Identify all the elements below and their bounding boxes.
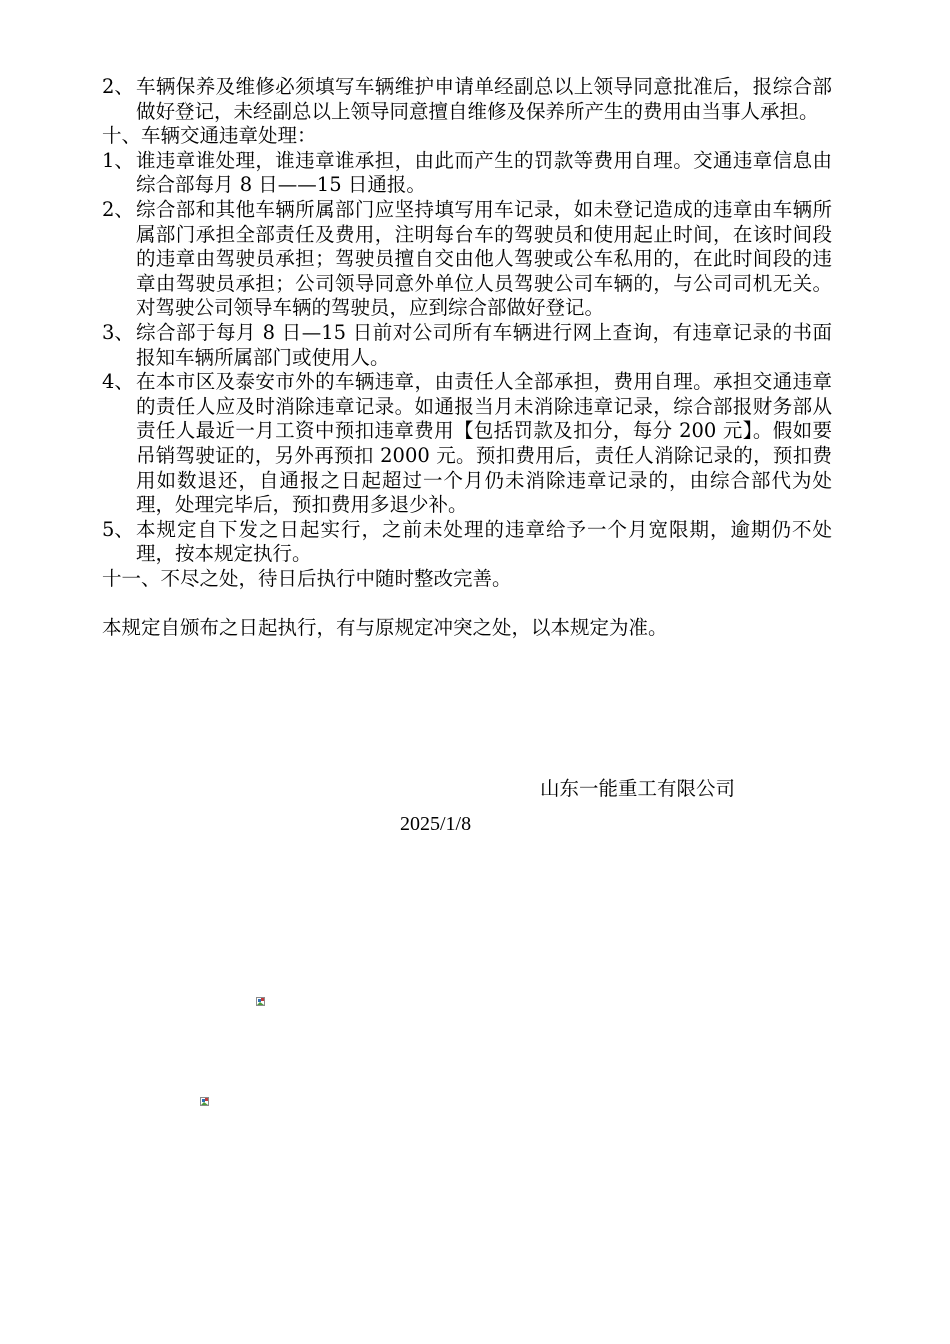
- item-number: 3、: [102, 320, 134, 344]
- item-text: 综合部于每月 8 日—15 日前对公司所有车辆进行网上查询，有违章记录的书面报知车辆所属部门或使用人。: [136, 320, 832, 369]
- list-item: [102, 149, 832, 198]
- closing-statement: 本规定自颁布之日起执行，有与原规定冲突之处，以本规定为准。: [102, 616, 668, 640]
- broken-image-icon: [200, 1097, 209, 1106]
- item-number: 2、: [102, 75, 134, 98]
- item-number: 1、: [102, 148, 134, 172]
- list-item: [102, 75, 832, 124]
- signature-date: 2025/1/8: [400, 813, 472, 835]
- item-text: 综合部和其他车辆所属部门应坚持填写用车记录，如未登记造成的违章由车辆所属部门承担全部责任及费用，注明每台车的驾驶员和使用起止时间，在该时间段的违章由驾驶员承担；驾驶员擅自交由他人驾驶或公车私用的，在此时间段的违章由驾驶员承担；公司领导同意外单位人员驾驶公司车辆的，与公司司机无关。对驾驶公司领导车辆的驾驶员，应到综合部做好登记。: [136, 197, 832, 320]
- list-item: [102, 198, 832, 321]
- section-heading: 十、车辆交通违章处理：: [102, 124, 317, 148]
- item-number: 5、: [102, 517, 134, 541]
- broken-image-icon: [256, 997, 265, 1006]
- list-item: [102, 518, 832, 567]
- item-number: 4、: [102, 370, 134, 394]
- item-text: 车辆保养及维修必须填写车辆维护申请单经副总以上领导同意批准后，报综合部做好登记，未经副总以上领导同意擅自维修及保养所产生的费用由当事人承担。: [136, 75, 832, 123]
- item-number: 2、: [102, 197, 134, 221]
- company-signature: 山东一能重工有限公司: [540, 777, 736, 800]
- item-text: 在本市区及泰安市外的车辆违章，由责任人全部承担，费用自理。承担交通违章的责任人应及时消除违章记录。如通报当月未消除违章记录，综合部报财务部从责任人最近一月工资中预扣违章费用【包括罚款及扣分，每分 200 元】。假如要吊销驾驶证的，另外再预扣 2000 元。预扣费用后，责任人消除记录的，预扣费用如数退还，自通报之日起超过一个月仍未消除违章记录的，由综合部代为处理，处理完毕后，预扣费用多退少补。: [136, 370, 832, 517]
- blank-line: [102, 591, 832, 616]
- list-item: [102, 370, 832, 518]
- item-text: 本规定自下发之日起实行，之前未处理的违章给予一个月宽限期，逾期仍不处理，按本规定执行。: [136, 517, 832, 566]
- list-item: [102, 321, 832, 370]
- item-text: 谁违章谁处理，谁违章谁承担，由此而产生的罚款等费用自理。交通违章信息由综合部每月 8 日——15 日通报。: [136, 148, 832, 197]
- section-heading: 十一、不尽之处，待日后执行中随时整改完善。: [102, 566, 512, 590]
- document-body: [102, 75, 832, 641]
